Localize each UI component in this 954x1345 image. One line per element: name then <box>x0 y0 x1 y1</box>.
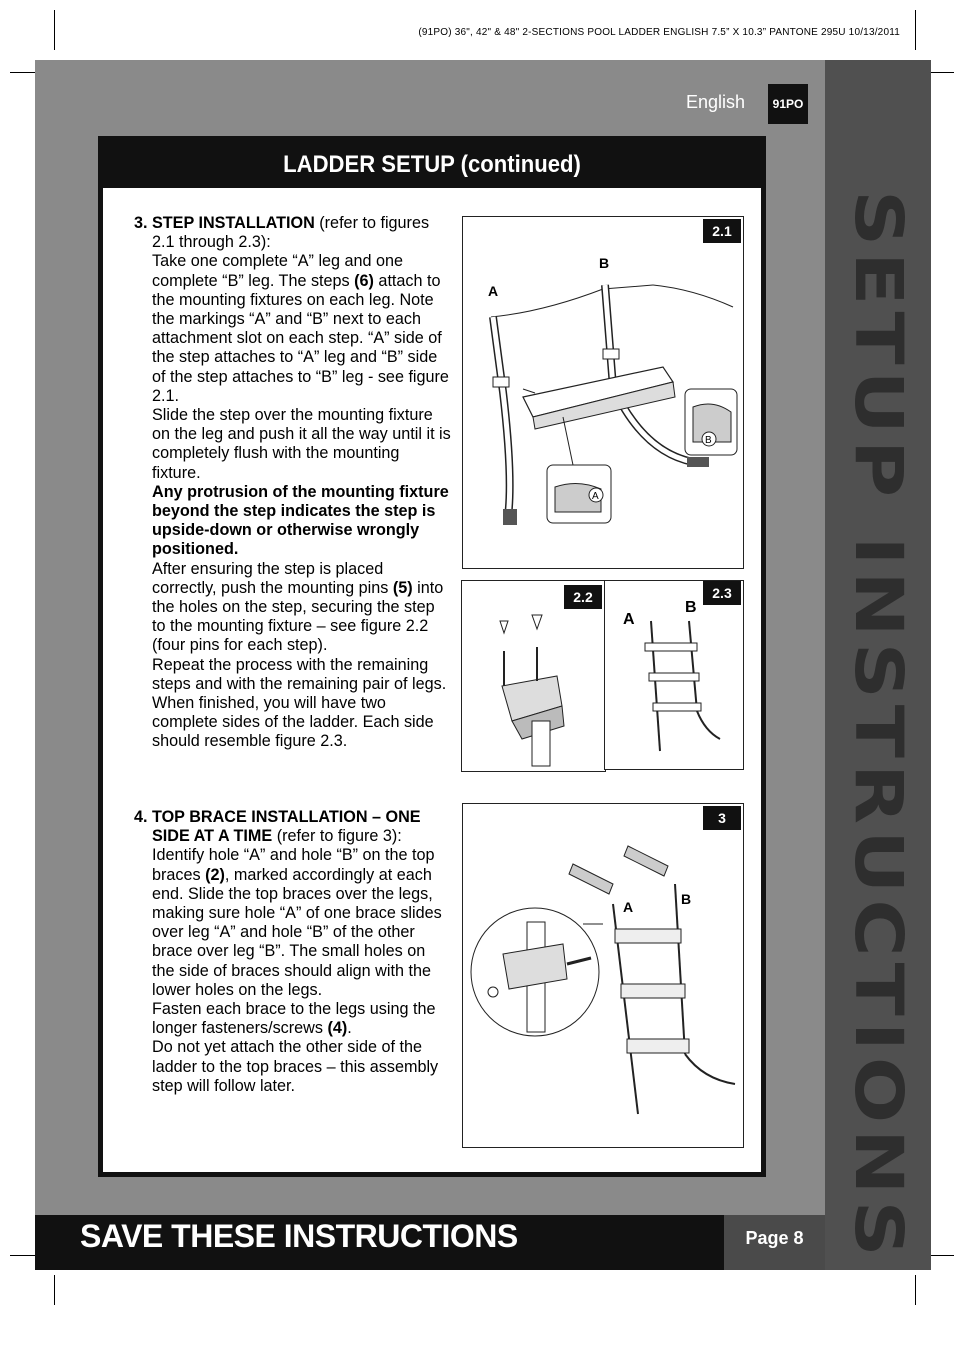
side-banner <box>825 60 931 1270</box>
figure-2-1 <box>462 216 744 569</box>
model-code-badge: 91PO <box>768 84 808 124</box>
leg-a-label: A <box>623 899 634 915</box>
crop-mark <box>915 10 916 50</box>
step-3-text: 3. STEP INSTALLATION (refer to figures 2.1 through 2.3): Take one complete “A” leg and one complete “B” leg. The steps (6) attach to the mounting fixtures on each leg. Note the markings “A” and “B” next to each attachment slot on each step. “A” side of the step attaches to “A” leg and “B” side of the step attaches to “B” leg - see figure 2.1. Slide the step over the mounting fixture on the leg and push it all the way until it is completely flush with the mounting fixture. Any protrusion of the mounting fixture beyond the step indicates the step is upside-down or otherwise wrongly positioned. After ensuring the step is placed correctly, push the mounting pins (5) into the holes on the step, securing the step to the mounting fixture – see figure 2.2 (four pins for each step). Repeat the process with the remaining steps and with the remaining pair of legs. When finished, you will have two complete sides of the ladder. Each side should resemble figure 2.3. <box>134 214 451 751</box>
figure-tag: 2.2 <box>564 585 602 609</box>
step-4-text: 4. TOP BRACE INSTALLATION – ONE SIDE AT A TIME (refer to figure 3): Identify hole “A” and hole “B” on the top braces (2), marked accordingly at each end. Slide the top braces over the legs, making sure hole “A” of one brace slides over leg “A” and hole “B” of the other brace over leg “B”. The small holes on the side of braces should align with the lower holes on the legs. Fasten each brace to the legs using the longer fasteners/screws (4). Do not yet attach the other side of the ladder to the top braces – this assembly step will follow later. <box>134 808 442 1095</box>
step-number: 4. <box>134 808 148 826</box>
leg-a-label: A <box>488 283 499 299</box>
warning-text: Any protrusion of the mounting fixture beyond the step indicates the step is upside-down or otherwise wrongly positioned. <box>152 482 449 559</box>
section-title: LADDER SETUP (continued) <box>283 151 581 178</box>
svg-text:B: B <box>705 435 712 446</box>
crop-mark <box>54 10 55 50</box>
figure-3 <box>462 803 744 1148</box>
language-label: English <box>686 92 746 112</box>
page-number: Page 8 <box>724 1215 825 1270</box>
side-banner-text: SETUP INSTRUCTIONS <box>839 190 917 1263</box>
step-number: 3. <box>134 214 148 232</box>
crop-mark <box>54 1275 55 1305</box>
step-heading: TOP BRACE INSTALLATION – ONE SIDE AT A TIME <box>152 808 421 846</box>
figure-tag: 2.3 <box>703 581 741 605</box>
svg-text:A: A <box>592 491 599 502</box>
ladder-side-illustration <box>605 581 743 769</box>
crop-mark <box>915 1275 916 1305</box>
figure-tag: 3 <box>703 806 741 830</box>
step-heading: STEP INSTALLATION <box>152 214 315 232</box>
figure-2-2 <box>461 580 606 772</box>
figure-2-3 <box>604 580 744 770</box>
footer-title: SAVE THESE INSTRUCTIONS <box>80 1218 518 1254</box>
mounting-pin-illustration <box>462 581 605 771</box>
print-header: (91PO) 36", 42" & 48" 2-SECTIONS POOL LADDER ENGLISH 7.5” X 10.3” PANTONE 295U 10/13/2011 <box>418 27 900 38</box>
leg-b-label: B <box>599 255 610 271</box>
figure-tag: 2.1 <box>703 219 741 243</box>
top-brace-illustration <box>463 804 743 1147</box>
leg-b-label: B <box>685 599 697 616</box>
leg-a-label: A <box>623 611 635 628</box>
leg-b-label: B <box>681 891 692 907</box>
